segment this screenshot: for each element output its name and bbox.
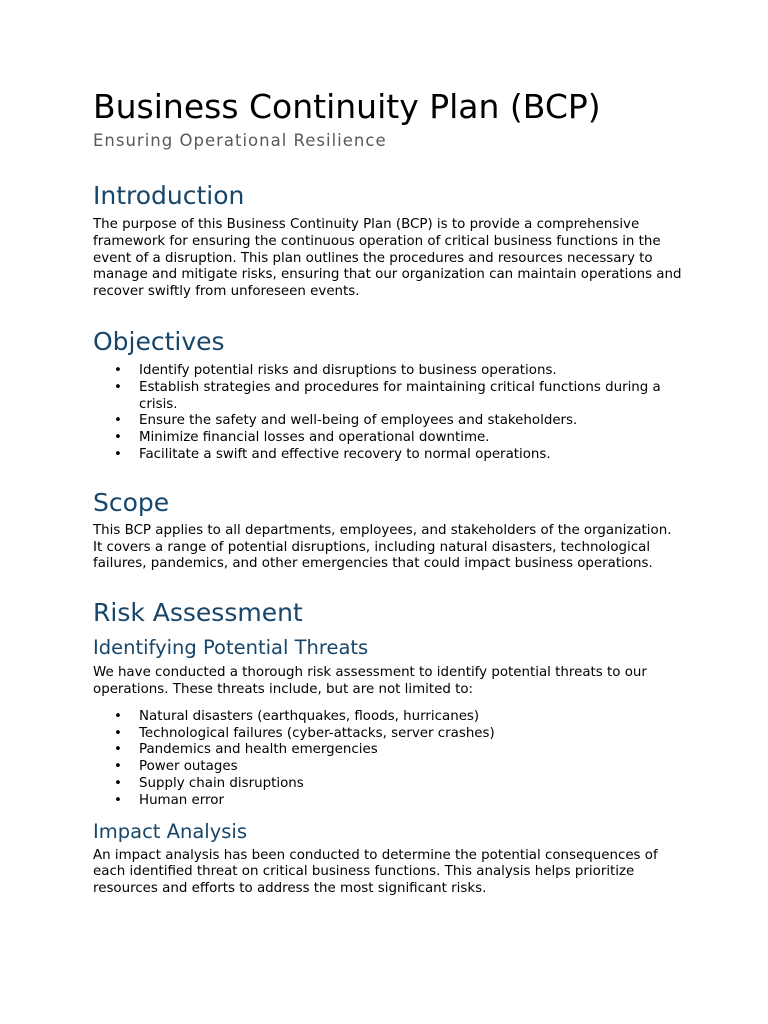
scope-heading: Scope [93, 487, 170, 517]
threats-paragraph: We have conducted a thorough risk assessment to identify potential threats to our operations. These threats include, but are not limited to: [93, 665, 647, 697]
introduction-heading: Introduction [93, 181, 245, 210]
list-item: • Pandemics and health emergencies [93, 742, 683, 759]
scope-paragraph: This BCP applies to all departments, employees, and stakeholders of the organization. It covers a range of potential disruptions, including natural disasters, technological failures, pandemics, and other emergencies that could impact business operations. [93, 522, 672, 572]
list-item: • Supply chain disruptions [93, 776, 683, 793]
list-item: • Technological failures (cyber-attacks, server crashes) [93, 726, 683, 743]
list-item: • Human error [93, 793, 683, 810]
list-item: • Identify potential risks and disruptions to business operations. [93, 363, 683, 380]
risk-assessment-heading: Risk Assessment [93, 598, 303, 628]
list-item: • Establish strategies and procedures for maintaining critical functions during a crisis. [93, 380, 683, 414]
page-subtitle: Ensuring Operational Resilience [93, 131, 387, 150]
threats-subheading: Identifying Potential Threats [93, 636, 369, 660]
impact-analysis-paragraph: An impact analysis has been conducted to determine the potential consequences of each identified threat on critical business functions. This analysis helps prioritize resources and efforts to address the most significant risks. [93, 847, 658, 897]
introduction-paragraph: The purpose of this Business Continuity Plan (BCP) is to provide a comprehensive framework for ensuring the continuous operation of critical business functions in the event of a disruption. This plan outlines the procedures and resources necessary to manage and mitigate risks, ensuring that our organization can maintain operations and recover swiftly from unforeseen events. [93, 217, 682, 300]
list-item: • Power outages [93, 759, 683, 776]
page-title: Business Continuity Plan (BCP) [93, 87, 601, 126]
objectives-heading: Objectives [93, 326, 225, 356]
impact-analysis-subheading: Impact Analysis [93, 819, 247, 843]
list-item: • Natural disasters (earthquakes, floods, hurricanes) [93, 709, 683, 726]
threats-list [93, 709, 683, 810]
list-item: • Ensure the safety and well-being of employees and stakeholders. [93, 413, 683, 430]
list-item: • Facilitate a swift and effective recovery to normal operations. [93, 447, 683, 464]
objectives-list [93, 363, 683, 464]
document-page [93, 86, 683, 898]
list-item: • Minimize financial losses and operational downtime. [93, 430, 683, 447]
